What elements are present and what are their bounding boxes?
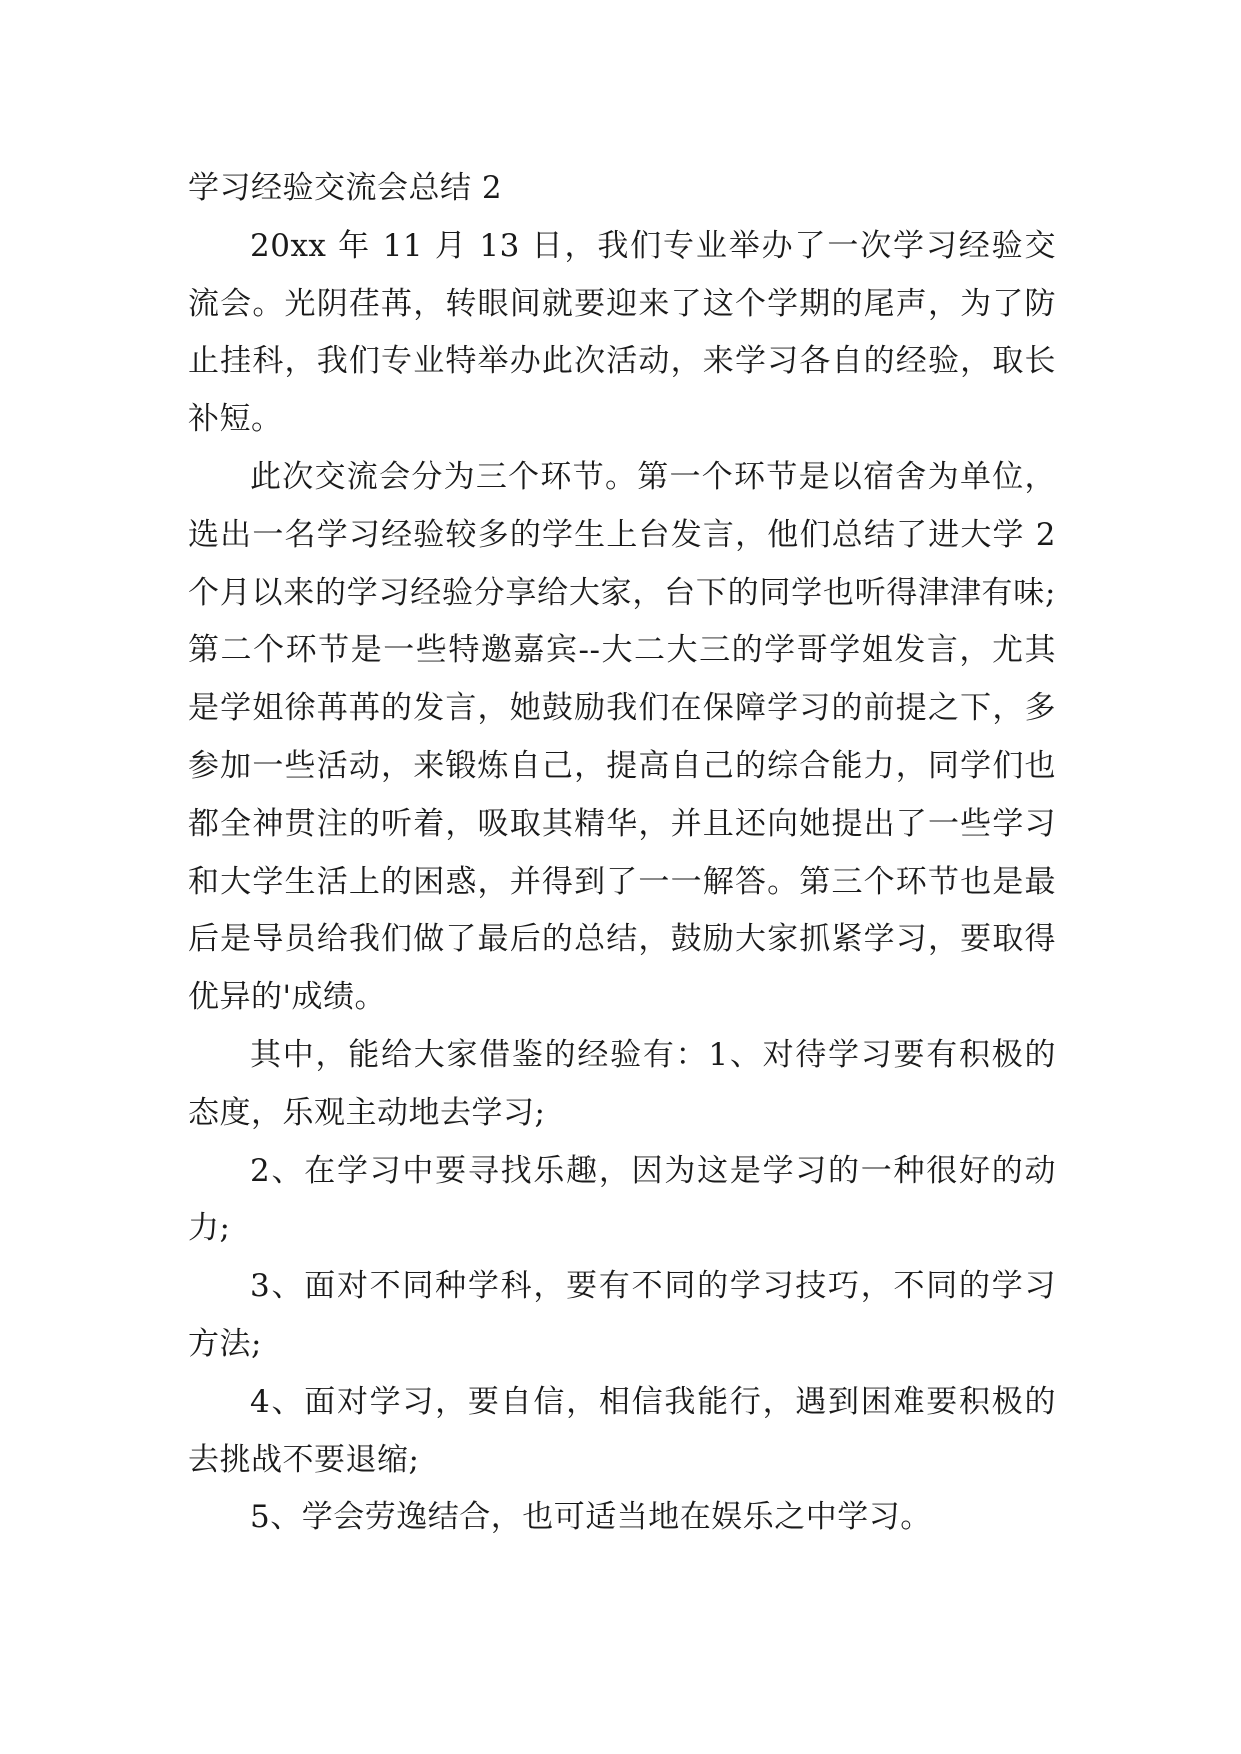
document-title: 学习经验交流会总结 2 <box>188 170 503 206</box>
paragraph-intro: 20xx 年 11 月 13 日，我们专业举办了一次学习经验交流会。光阴荏苒，转眼间就要迎来了这个学期的尾声，为了防止挂科，我们专业特举办此次活动，来学习各自的经验，取长补短。 <box>188 227 1056 438</box>
paragraph-sessions: 此次交流会分为三个环节。第一个环节是以宿舍为单位，选出一名学习经验较多的学生上台发言，他们总结了进大学 2 个月以来的学习经验分享给大家，台下的同学也听得津津有味;第二个环节是一些特邀嘉宾--大二大三的学哥学姐发言，尤其是学姐徐苒苒的发言，她鼓励我们在保障学习的前提之下，多参加一些活动，来锻炼自己，提高自己的综合能力，同学们也都全神贯注的听着，吸取其精华，并且还向她提出了一些学习和大学生活上的困惑，并得到了一一解答。第三个环节也是最后是导员给我们做了最后的总结，鼓励大家抓紧学习，要取得优异的'成绩。 <box>188 458 1056 1016</box>
paragraph-experience-5: 5、学会劳逸结合，也可适当地在娱乐之中学习。 <box>250 1499 932 1536</box>
paragraph-experience-2: 2、在学习中要寻找乐趣，因为这是学习的一种很好的动力; <box>188 1152 1056 1247</box>
paragraph-experience-4: 4、面对学习，要自信，相信我能行，遇到困难要积极的去挑战不要退缩; <box>188 1383 1056 1478</box>
paragraph-experience-1: 其中，能给大家借鉴的经验有：1、对待学习要有积极的态度，乐观主动地去学习; <box>188 1036 1056 1131</box>
document-body <box>188 160 1056 1547</box>
paragraph-experience-3: 3、面对不同种学科，要有不同的学习技巧，不同的学习方法; <box>188 1268 1056 1362</box>
